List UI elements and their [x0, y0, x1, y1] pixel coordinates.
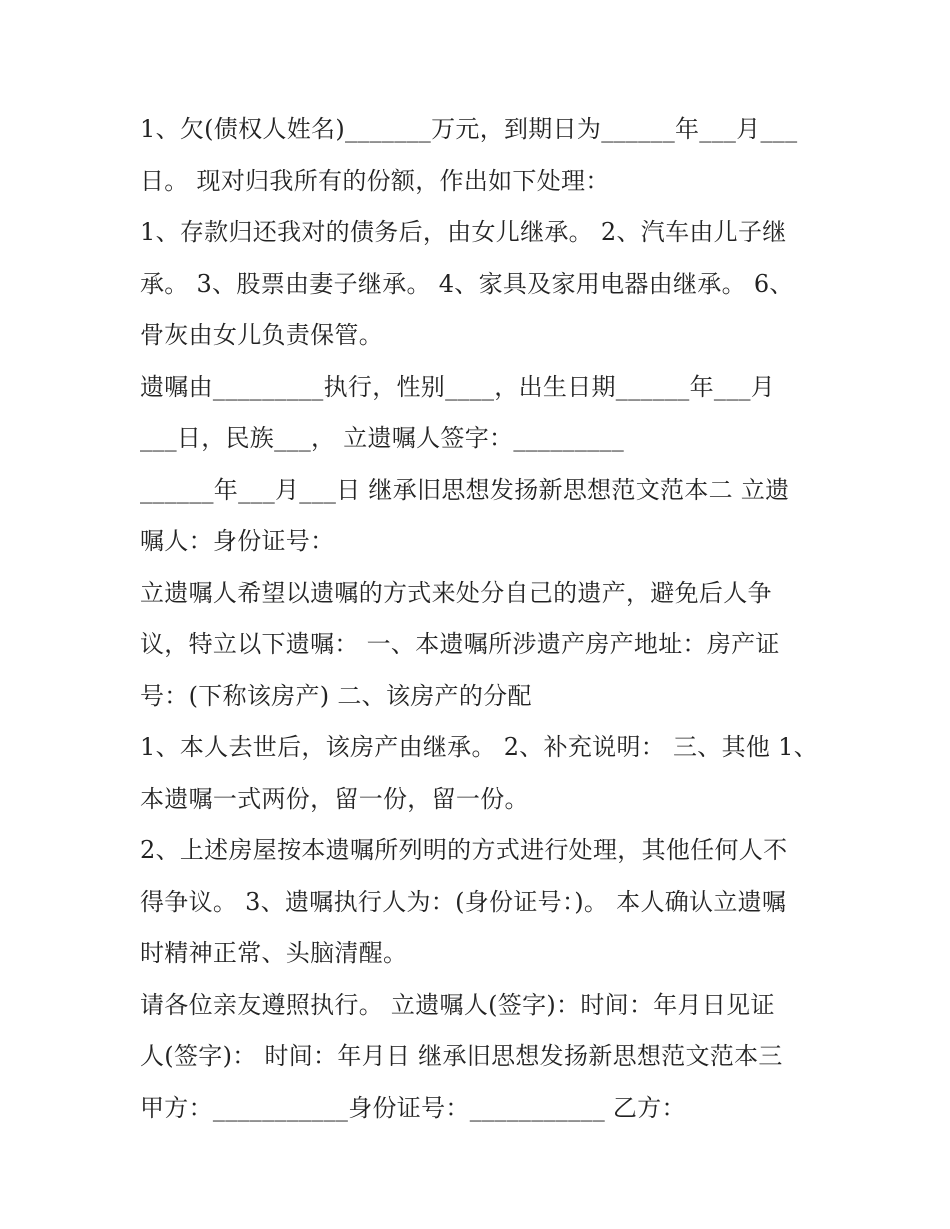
text-line: 2、上述房屋按本遗嘱所列明的方式进行处理，其他任何人不: [140, 836, 788, 864]
text-line: 请各位亲友遵照执行。 立遗嘱人(签字)：时间：年月日见证: [140, 990, 775, 1019]
document-body: [140, 104, 820, 1134]
text-line: 遗嘱由_________执行，性别____，出生日期______年___月: [140, 372, 776, 401]
text-line: 1、欠(债权人姓名)_______万元，到期日为______年___月___: [140, 115, 798, 143]
text-line: 甲方：___________身份证号：___________ 乙方：: [140, 1093, 686, 1122]
text-line: 承。 3、股票由妻子继承。 4、家具及家用电器由继承。 6、: [140, 269, 794, 298]
text-line: 号：(下称该房产) 二、该房产的分配: [140, 681, 532, 710]
text-line: 骨灰由女儿负责保管。: [140, 321, 383, 349]
text-line: 1、本人去世后，该房产由继承。 2、补充说明： 三、其他 1、: [140, 733, 818, 761]
text-line: 日。 现对归我所有的份额，作出如下处理：: [140, 166, 610, 195]
text-line: ______年___月___日 继承旧思想发扬新思想范文范本二 立遗: [140, 475, 790, 504]
text-line: 人(签字)： 时间：年月日 继承旧思想发扬新思想范文范本三: [140, 1042, 783, 1070]
text-line: 议，特立以下遗嘱： 一、本遗嘱所涉遗产房产地址：房产证: [140, 630, 780, 658]
text-line: 时精神正常、头脑清醒。: [140, 939, 408, 967]
text-line: 本遗嘱一式两份，留一份，留一份。: [140, 784, 529, 813]
text-line: 1、存款归还我对的债务后，由女儿继承。 2、汽车由儿子继: [140, 218, 787, 246]
text-line: 立遗嘱人希望以遗嘱的方式来处分自己的遗产，避免后人争: [140, 578, 772, 607]
text-line: 嘱人：身份证号：: [140, 527, 335, 555]
text-line: ___日，民族___， 立遗嘱人签字：_________: [140, 424, 625, 452]
text-line: 得争议。 3、遗嘱执行人为：(身份证号：)。 本人确认立遗嘱: [140, 887, 787, 916]
